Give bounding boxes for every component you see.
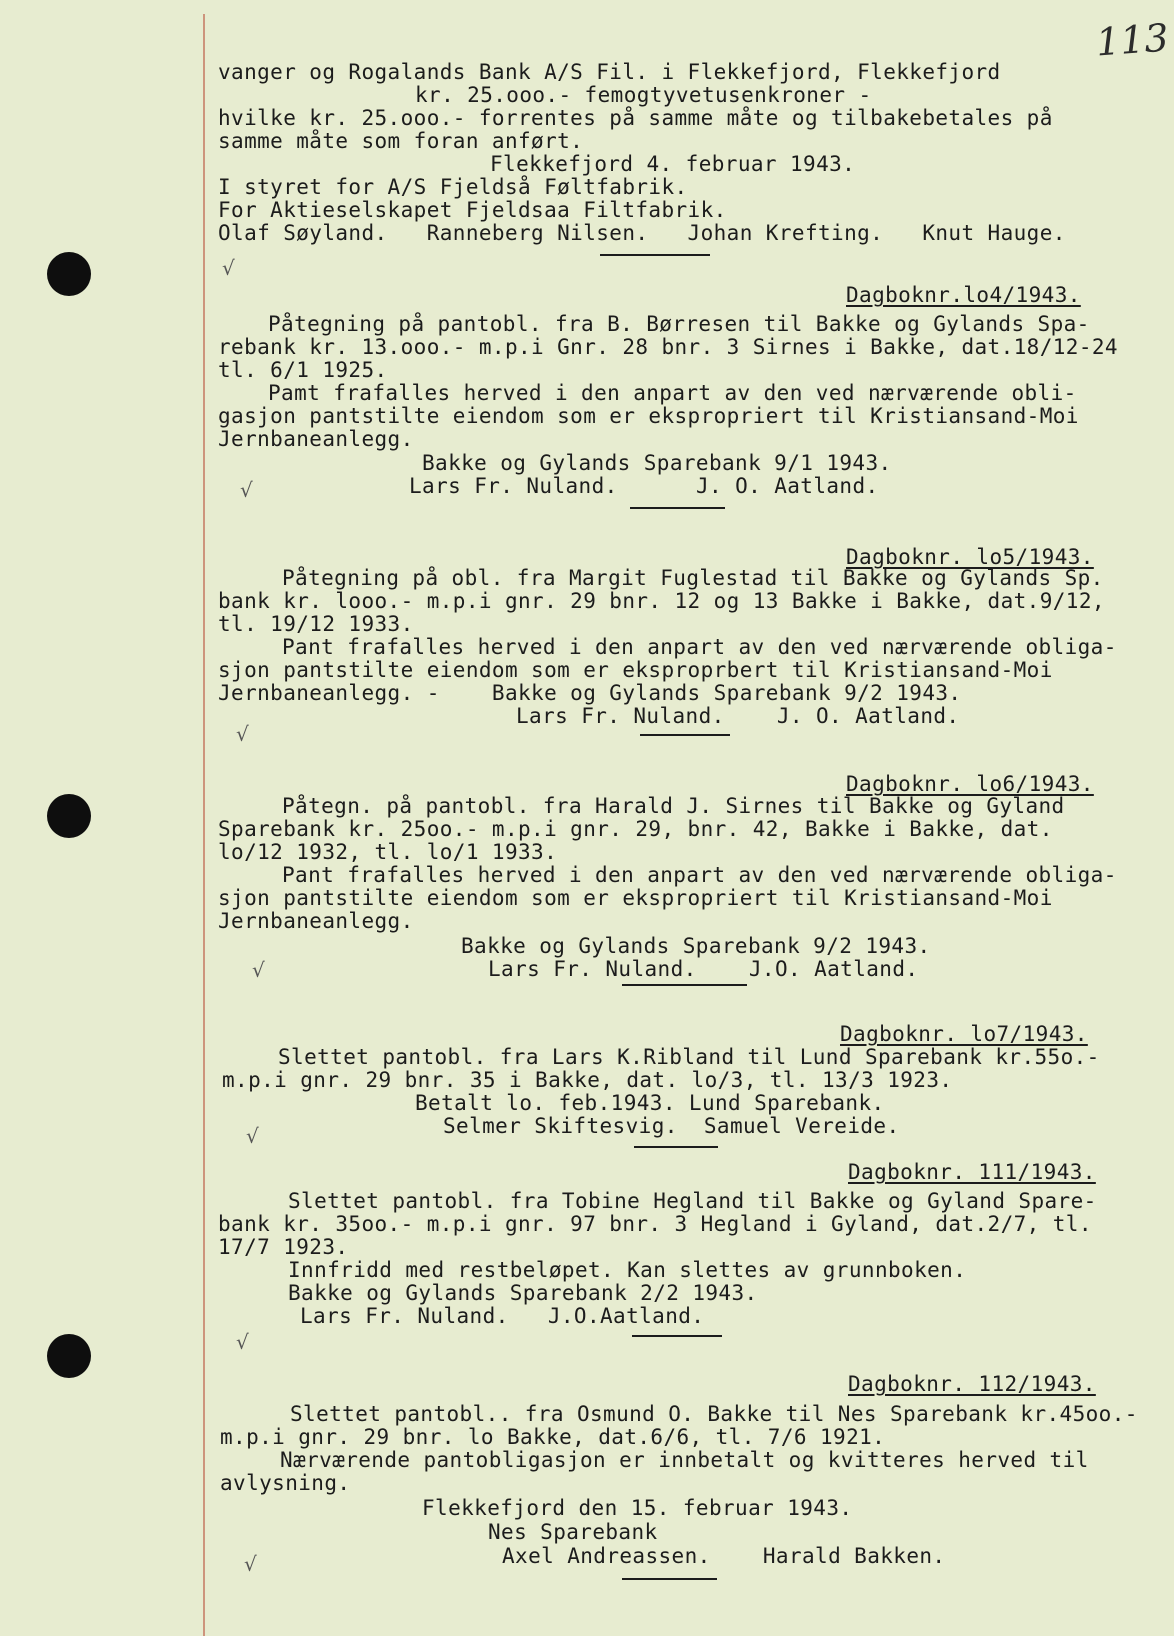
bank-line: Bakke og Gylands Sparebank 2/2 1943. bbox=[288, 1281, 758, 1305]
text-line: Påtegn. på pantobl. fra Harald J. Sirnes til Bakke og Gyland bbox=[282, 794, 1065, 818]
check-mark: √ bbox=[240, 478, 253, 502]
text-line: m.p.i gnr. 29 bnr. lo Bakke, dat.6/6, tl. 7/6 1921. bbox=[220, 1425, 886, 1449]
separator bbox=[634, 1146, 718, 1148]
text-line: Betalt lo. feb.1943. Lund Sparebank. bbox=[415, 1091, 885, 1115]
signatures-line: Lars Fr. Nuland. J.O. Aatland. bbox=[488, 957, 919, 981]
check-mark: √ bbox=[244, 1552, 257, 1576]
text-line: Pant frafalles herved i den anpart av den ved nærværende obliga- bbox=[282, 863, 1117, 887]
text-line: rebank kr. 13.ooo.- m.p.i Gnr. 28 bnr. 3 Sirnes i Bakke, dat.18/12-24 bbox=[218, 335, 1118, 359]
text-line: hvilke kr. 25.ooo.- forrentes på samme måte og tilbakebetales på bbox=[218, 106, 1053, 130]
text-line: Jernbaneanlegg. bbox=[218, 427, 414, 451]
entry-heading: Dagboknr. lo5/1943. bbox=[846, 545, 1094, 569]
check-mark: √ bbox=[236, 722, 249, 746]
text-line: bank kr. looo.- m.p.i gnr. 29 bnr. 12 og 13 Bakke i Bakke, dat.9/12, bbox=[218, 589, 1105, 613]
signatures-line: Lars Fr. Nuland. J. O. Aatland. bbox=[516, 704, 960, 728]
text-line: Innfridd med restbeløpet. Kan slettes av grunnboken. bbox=[288, 1258, 967, 1282]
entry-heading: Dagboknr. lo6/1943. bbox=[846, 772, 1094, 796]
signatures-line: Axel Andreassen. Harald Bakken. bbox=[502, 1544, 946, 1568]
text-line: Sparebank kr. 25oo.- m.p.i gnr. 29, bnr. 42, Bakke i Bakke, dat. bbox=[218, 817, 1053, 841]
date-line: Flekkefjord 4. februar 1943. bbox=[490, 152, 856, 176]
bank-line: Bakke og Gylands Sparebank 9/2 1943. bbox=[461, 934, 931, 958]
text-line: sjon pantstilte eiendom som er ekspropriert til Kristiansand-Moi bbox=[218, 886, 1053, 910]
entry-heading: Dagboknr. lo7/1943. bbox=[840, 1022, 1088, 1046]
separator bbox=[600, 254, 710, 256]
punch-hole bbox=[47, 1334, 91, 1378]
text-line: gasjon pantstilte eiendom som er ekspropriert til Kristiansand-Moi bbox=[218, 404, 1079, 428]
text-line: Påtegning på pantobl. fra B. Børresen til Bakke og Gylands Spa- bbox=[268, 312, 1090, 336]
check-mark: √ bbox=[236, 1330, 249, 1354]
text-line: kr. 25.ooo.- femogtyvetusenkroner - bbox=[415, 83, 872, 107]
text-line: lo/12 1932, tl. lo/1 1933. bbox=[218, 840, 558, 864]
text-line: Slettet pantobl. fra Tobine Hegland til Bakke og Gyland Spare- bbox=[288, 1189, 1097, 1213]
text-line: vanger og Rogalands Bank A/S Fil. i Flekkefjord, Flekkefjord bbox=[218, 60, 1001, 84]
text-line: m.p.i gnr. 29 bnr. 35 i Bakke, dat. lo/3, tl. 13/3 1923. bbox=[222, 1068, 953, 1092]
text-line: Jernbaneanlegg. bbox=[218, 909, 414, 933]
bank-line: Nes Sparebank bbox=[488, 1520, 658, 1544]
separator bbox=[640, 734, 730, 736]
check-mark: √ bbox=[222, 256, 235, 280]
punch-hole bbox=[47, 252, 91, 296]
check-mark: √ bbox=[252, 958, 265, 982]
text-line: Jernbaneanlegg. - Bakke og Gylands Sparebank 9/2 1943. bbox=[218, 681, 962, 705]
date-line: Flekkefjord den 15. februar 1943. bbox=[422, 1496, 853, 1520]
entry-heading: Dagboknr. 111/1943. bbox=[848, 1160, 1096, 1184]
text-line: samme måte som foran anført. bbox=[218, 129, 584, 153]
text-line: sjon pantstilte eiendom som er eksproprbert til Kristiansand-Moi bbox=[218, 658, 1066, 682]
entry-heading: Dagboknr.lo4/1943. bbox=[846, 283, 1081, 307]
separator bbox=[622, 984, 747, 986]
text-line: tl. 19/12 1933. bbox=[218, 612, 414, 636]
separator bbox=[630, 507, 725, 509]
text-line: Nærværende pantobligasjon er innbetalt og kvitteres herved til bbox=[280, 1448, 1089, 1472]
text-line: Slettet pantobl.. fra Osmund O. Bakke til Nes Sparebank kr.45oo.- bbox=[290, 1402, 1138, 1426]
folio-number: 113 bbox=[1094, 15, 1170, 65]
text-line: Pant frafalles herved i den anpart av den ved nærværende obliga- bbox=[282, 635, 1117, 659]
text-line: bank kr. 35oo.- m.p.i gnr. 97 bnr. 3 Hegland i Gyland, dat.2/7, tl. bbox=[218, 1212, 1092, 1236]
signatures-line: Selmer Skiftesvig. Samuel Vereide. bbox=[443, 1114, 900, 1138]
text-line: avlysning. bbox=[220, 1471, 351, 1495]
separator bbox=[632, 1335, 722, 1337]
text-line: I styret for A/S Fjeldså Føltfabrik. bbox=[218, 175, 688, 199]
entry-heading: Dagboknr. 112/1943. bbox=[848, 1372, 1096, 1396]
text-line: Påtegning på obl. fra Margit Fuglestad til Bakke og Gylands Sp. bbox=[282, 566, 1104, 590]
check-mark: √ bbox=[246, 1124, 259, 1148]
signatures-line: Lars Fr. Nuland. J. O. Aatland. bbox=[409, 474, 879, 498]
signatures-line: Olaf Søyland. Ranneberg Nilsen. Johan Krefting. Knut Hauge. bbox=[218, 221, 1066, 245]
bank-line: Bakke og Gylands Sparebank 9/1 1943. bbox=[422, 451, 892, 475]
separator bbox=[622, 1578, 717, 1580]
text-line: Pamt frafalles herved i den anpart av den ved nærværende obli- bbox=[268, 381, 1077, 405]
text-line: For Aktieselskapet Fjeldsaa Filtfabrik. bbox=[218, 198, 727, 222]
text-line: tl. 6/1 1925. bbox=[218, 358, 388, 382]
signatures-line: Lars Fr. Nuland. J.O.Aatland. bbox=[300, 1304, 705, 1328]
punch-hole bbox=[47, 794, 91, 838]
text-line: 17/7 1923. bbox=[218, 1235, 349, 1259]
margin-rule bbox=[203, 14, 205, 1636]
text-line: Slettet pantobl. fra Lars K.Ribland til Lund Sparebank kr.55o.- bbox=[278, 1045, 1100, 1069]
